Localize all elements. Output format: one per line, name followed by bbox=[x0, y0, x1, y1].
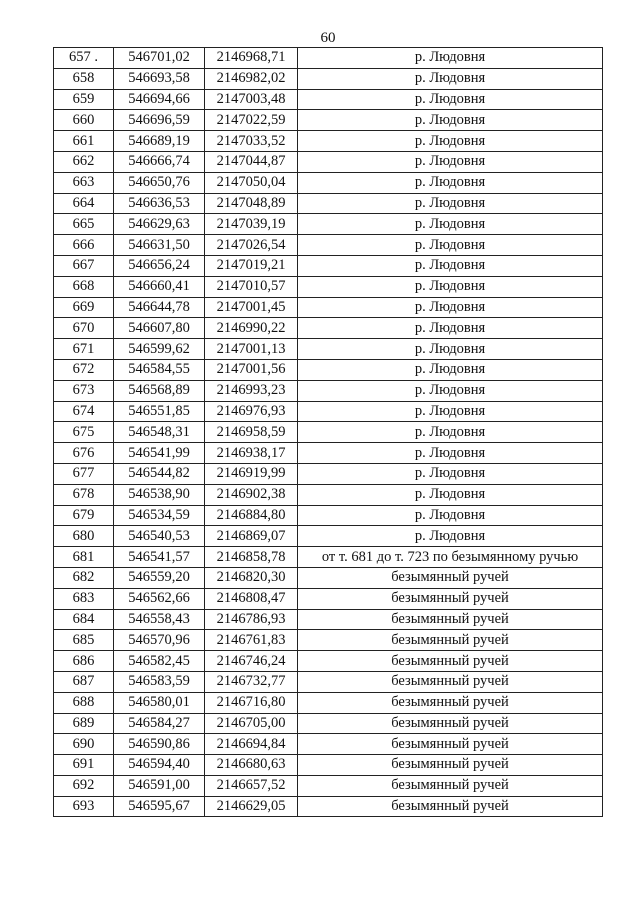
boundary-description-cell: р. Людовня bbox=[298, 359, 603, 380]
point-number-cell: 688 bbox=[54, 692, 114, 713]
point-number-cell: 683 bbox=[54, 588, 114, 609]
table-row bbox=[54, 422, 603, 443]
x-coordinate-cell: 546631,50 bbox=[114, 235, 205, 256]
boundary-description-cell: р. Людовня bbox=[298, 339, 603, 360]
x-coordinate-cell: 546568,89 bbox=[114, 380, 205, 401]
x-coordinate-cell: 546656,24 bbox=[114, 255, 205, 276]
boundary-description-cell: р. Людовня bbox=[298, 422, 603, 443]
table-row bbox=[54, 547, 603, 568]
x-coordinate-cell: 546540,53 bbox=[114, 526, 205, 547]
x-coordinate-cell: 546584,27 bbox=[114, 713, 205, 734]
boundary-description-cell: безымянный ручей bbox=[298, 630, 603, 651]
y-coordinate-cell: 2147044,87 bbox=[205, 151, 298, 172]
x-coordinate-cell: 546591,00 bbox=[114, 775, 205, 796]
x-coordinate-cell: 546590,86 bbox=[114, 734, 205, 755]
x-coordinate-cell: 546644,78 bbox=[114, 297, 205, 318]
table-row bbox=[54, 193, 603, 214]
y-coordinate-cell: 2147003,48 bbox=[205, 89, 298, 110]
x-coordinate-cell: 546650,76 bbox=[114, 172, 205, 193]
point-number-cell: 673 bbox=[54, 380, 114, 401]
point-number-cell: 658 bbox=[54, 68, 114, 89]
y-coordinate-cell: 2147019,21 bbox=[205, 255, 298, 276]
x-coordinate-cell: 546544,82 bbox=[114, 463, 205, 484]
boundary-description-cell: безымянный ручей bbox=[298, 671, 603, 692]
table-row bbox=[54, 172, 603, 193]
boundary-description-cell: р. Людовня bbox=[298, 235, 603, 256]
y-coordinate-cell: 2146680,63 bbox=[205, 755, 298, 776]
y-coordinate-cell: 2147001,45 bbox=[205, 297, 298, 318]
x-coordinate-cell: 546694,66 bbox=[114, 89, 205, 110]
boundary-description-cell: р. Людовня bbox=[298, 48, 603, 69]
point-number-cell: 681 bbox=[54, 547, 114, 568]
table-row bbox=[54, 755, 603, 776]
y-coordinate-cell: 2146982,02 bbox=[205, 68, 298, 89]
table-row bbox=[54, 339, 603, 360]
table-row bbox=[54, 775, 603, 796]
boundary-description-cell: р. Людовня bbox=[298, 443, 603, 464]
x-coordinate-cell: 546582,45 bbox=[114, 651, 205, 672]
point-number-cell: 686 bbox=[54, 651, 114, 672]
y-coordinate-cell: 2146820,30 bbox=[205, 567, 298, 588]
table-row bbox=[54, 297, 603, 318]
y-coordinate-cell: 2146808,47 bbox=[205, 588, 298, 609]
point-number-cell: 676 bbox=[54, 443, 114, 464]
point-number-cell: 684 bbox=[54, 609, 114, 630]
y-coordinate-cell: 2147022,59 bbox=[205, 110, 298, 131]
table-row bbox=[54, 110, 603, 131]
table-row bbox=[54, 48, 603, 69]
boundary-description-cell: безымянный ручей bbox=[298, 796, 603, 817]
boundary-description-cell: от т. 681 до т. 723 по безымянному ручью bbox=[298, 547, 603, 568]
point-number-cell: 678 bbox=[54, 484, 114, 505]
y-coordinate-cell: 2146732,77 bbox=[205, 671, 298, 692]
y-coordinate-cell: 2147001,56 bbox=[205, 359, 298, 380]
table-row bbox=[54, 68, 603, 89]
table-row bbox=[54, 463, 603, 484]
boundary-description-cell: безымянный ручей bbox=[298, 692, 603, 713]
x-coordinate-cell: 546570,96 bbox=[114, 630, 205, 651]
table-row bbox=[54, 380, 603, 401]
x-coordinate-cell: 546534,59 bbox=[114, 505, 205, 526]
y-coordinate-cell: 2146990,22 bbox=[205, 318, 298, 339]
y-coordinate-cell: 2146786,93 bbox=[205, 609, 298, 630]
point-number-cell: 666 bbox=[54, 235, 114, 256]
point-number-cell: 693 bbox=[54, 796, 114, 817]
x-coordinate-cell: 546666,74 bbox=[114, 151, 205, 172]
x-coordinate-cell: 546562,66 bbox=[114, 588, 205, 609]
point-number-cell: 672 bbox=[54, 359, 114, 380]
point-number-cell: 670 bbox=[54, 318, 114, 339]
point-number-cell: 659 bbox=[54, 89, 114, 110]
point-number-cell: 669 bbox=[54, 297, 114, 318]
y-coordinate-cell: 2146968,71 bbox=[205, 48, 298, 69]
x-coordinate-cell: 546701,02 bbox=[114, 48, 205, 69]
boundary-description-cell: безымянный ручей bbox=[298, 609, 603, 630]
y-coordinate-cell: 2146869,07 bbox=[205, 526, 298, 547]
y-coordinate-cell: 2147010,57 bbox=[205, 276, 298, 297]
x-coordinate-cell: 546584,55 bbox=[114, 359, 205, 380]
boundary-description-cell: р. Людовня bbox=[298, 526, 603, 547]
point-number-cell: 692 bbox=[54, 775, 114, 796]
table-row bbox=[54, 567, 603, 588]
y-coordinate-cell: 2146938,17 bbox=[205, 443, 298, 464]
y-coordinate-cell: 2146993,23 bbox=[205, 380, 298, 401]
point-number-cell: 687 bbox=[54, 671, 114, 692]
y-coordinate-cell: 2146919,99 bbox=[205, 463, 298, 484]
table-row bbox=[54, 505, 603, 526]
coordinates-table bbox=[53, 47, 603, 817]
boundary-description-cell: р. Людовня bbox=[298, 380, 603, 401]
table-row bbox=[54, 526, 603, 547]
x-coordinate-cell: 546594,40 bbox=[114, 755, 205, 776]
table-row bbox=[54, 359, 603, 380]
x-coordinate-cell: 546696,59 bbox=[114, 110, 205, 131]
y-coordinate-cell: 2147001,13 bbox=[205, 339, 298, 360]
x-coordinate-cell: 546558,43 bbox=[114, 609, 205, 630]
boundary-description-cell: р. Людовня bbox=[298, 68, 603, 89]
point-number-cell: 689 bbox=[54, 713, 114, 734]
boundary-description-cell: р. Людовня bbox=[298, 484, 603, 505]
boundary-description-cell: р. Людовня bbox=[298, 110, 603, 131]
boundary-description-cell: р. Людовня bbox=[298, 401, 603, 422]
table-row bbox=[54, 318, 603, 339]
x-coordinate-cell: 546559,20 bbox=[114, 567, 205, 588]
boundary-description-cell: р. Людовня bbox=[298, 172, 603, 193]
point-number-cell: 667 bbox=[54, 255, 114, 276]
boundary-description-cell: р. Людовня bbox=[298, 297, 603, 318]
point-number-cell: 680 bbox=[54, 526, 114, 547]
boundary-description-cell: безымянный ручей bbox=[298, 713, 603, 734]
table-row bbox=[54, 609, 603, 630]
point-number-cell: 662 bbox=[54, 151, 114, 172]
point-number-cell: 671 bbox=[54, 339, 114, 360]
point-number-cell: 668 bbox=[54, 276, 114, 297]
boundary-description-cell: р. Людовня bbox=[298, 276, 603, 297]
x-coordinate-cell: 546607,80 bbox=[114, 318, 205, 339]
table-row bbox=[54, 671, 603, 692]
table-row bbox=[54, 692, 603, 713]
point-number-cell: 682 bbox=[54, 567, 114, 588]
y-coordinate-cell: 2146902,38 bbox=[205, 484, 298, 505]
x-coordinate-cell: 546689,19 bbox=[114, 131, 205, 152]
point-number-cell: 661 bbox=[54, 131, 114, 152]
table-row bbox=[54, 401, 603, 422]
table-row bbox=[54, 443, 603, 464]
point-number-cell: 690 bbox=[54, 734, 114, 755]
x-coordinate-cell: 546599,62 bbox=[114, 339, 205, 360]
point-number-cell: 691 bbox=[54, 755, 114, 776]
boundary-description-cell: р. Людовня bbox=[298, 318, 603, 339]
x-coordinate-cell: 546580,01 bbox=[114, 692, 205, 713]
y-coordinate-cell: 2146629,05 bbox=[205, 796, 298, 817]
table-row bbox=[54, 796, 603, 817]
table-row bbox=[54, 588, 603, 609]
table-row bbox=[54, 151, 603, 172]
x-coordinate-cell: 546629,63 bbox=[114, 214, 205, 235]
y-coordinate-cell: 2146976,93 bbox=[205, 401, 298, 422]
table-row bbox=[54, 484, 603, 505]
x-coordinate-cell: 546693,58 bbox=[114, 68, 205, 89]
table-row bbox=[54, 651, 603, 672]
table-row bbox=[54, 214, 603, 235]
boundary-description-cell: безымянный ручей bbox=[298, 588, 603, 609]
y-coordinate-cell: 2146657,52 bbox=[205, 775, 298, 796]
boundary-description-cell: безымянный ручей bbox=[298, 651, 603, 672]
y-coordinate-cell: 2147039,19 bbox=[205, 214, 298, 235]
point-number-cell: 660 bbox=[54, 110, 114, 131]
page-number: 60 bbox=[320, 30, 336, 46]
table-row bbox=[54, 255, 603, 276]
coordinates-table-body bbox=[54, 48, 603, 817]
point-number-cell: 677 bbox=[54, 463, 114, 484]
point-number-cell: 675 bbox=[54, 422, 114, 443]
x-coordinate-cell: 546551,85 bbox=[114, 401, 205, 422]
table-row bbox=[54, 734, 603, 755]
x-coordinate-cell: 546636,53 bbox=[114, 193, 205, 214]
boundary-description-cell: р. Людовня bbox=[298, 193, 603, 214]
table-row bbox=[54, 713, 603, 734]
x-coordinate-cell: 546583,59 bbox=[114, 671, 205, 692]
boundary-description-cell: р. Людовня bbox=[298, 89, 603, 110]
y-coordinate-cell: 2146705,00 bbox=[205, 713, 298, 734]
x-coordinate-cell: 546541,57 bbox=[114, 547, 205, 568]
point-number-cell: 657 . bbox=[54, 48, 114, 69]
y-coordinate-cell: 2146884,80 bbox=[205, 505, 298, 526]
table-row bbox=[54, 131, 603, 152]
boundary-description-cell: р. Людовня bbox=[298, 131, 603, 152]
x-coordinate-cell: 546548,31 bbox=[114, 422, 205, 443]
y-coordinate-cell: 2146694,84 bbox=[205, 734, 298, 755]
point-number-cell: 664 bbox=[54, 193, 114, 214]
y-coordinate-cell: 2147026,54 bbox=[205, 235, 298, 256]
boundary-description-cell: безымянный ручей bbox=[298, 734, 603, 755]
boundary-description-cell: р. Людовня bbox=[298, 505, 603, 526]
point-number-cell: 665 bbox=[54, 214, 114, 235]
y-coordinate-cell: 2147050,04 bbox=[205, 172, 298, 193]
point-number-cell: 674 bbox=[54, 401, 114, 422]
table-row bbox=[54, 235, 603, 256]
table-row bbox=[54, 89, 603, 110]
table-row bbox=[54, 630, 603, 651]
boundary-description-cell: р. Людовня bbox=[298, 463, 603, 484]
point-number-cell: 685 bbox=[54, 630, 114, 651]
point-number-cell: 679 bbox=[54, 505, 114, 526]
x-coordinate-cell: 546541,99 bbox=[114, 443, 205, 464]
boundary-description-cell: безымянный ручей bbox=[298, 755, 603, 776]
y-coordinate-cell: 2146858,78 bbox=[205, 547, 298, 568]
boundary-description-cell: р. Людовня bbox=[298, 255, 603, 276]
y-coordinate-cell: 2146746,24 bbox=[205, 651, 298, 672]
x-coordinate-cell: 546538,90 bbox=[114, 484, 205, 505]
table-row bbox=[54, 276, 603, 297]
boundary-description-cell: р. Людовня bbox=[298, 151, 603, 172]
y-coordinate-cell: 2146761,83 bbox=[205, 630, 298, 651]
boundary-description-cell: безымянный ручей bbox=[298, 775, 603, 796]
x-coordinate-cell: 546595,67 bbox=[114, 796, 205, 817]
x-coordinate-cell: 546660,41 bbox=[114, 276, 205, 297]
boundary-description-cell: р. Людовня bbox=[298, 214, 603, 235]
y-coordinate-cell: 2147048,89 bbox=[205, 193, 298, 214]
y-coordinate-cell: 2146716,80 bbox=[205, 692, 298, 713]
point-number-cell: 663 bbox=[54, 172, 114, 193]
y-coordinate-cell: 2146958,59 bbox=[205, 422, 298, 443]
boundary-description-cell: безымянный ручей bbox=[298, 567, 603, 588]
y-coordinate-cell: 2147033,52 bbox=[205, 131, 298, 152]
